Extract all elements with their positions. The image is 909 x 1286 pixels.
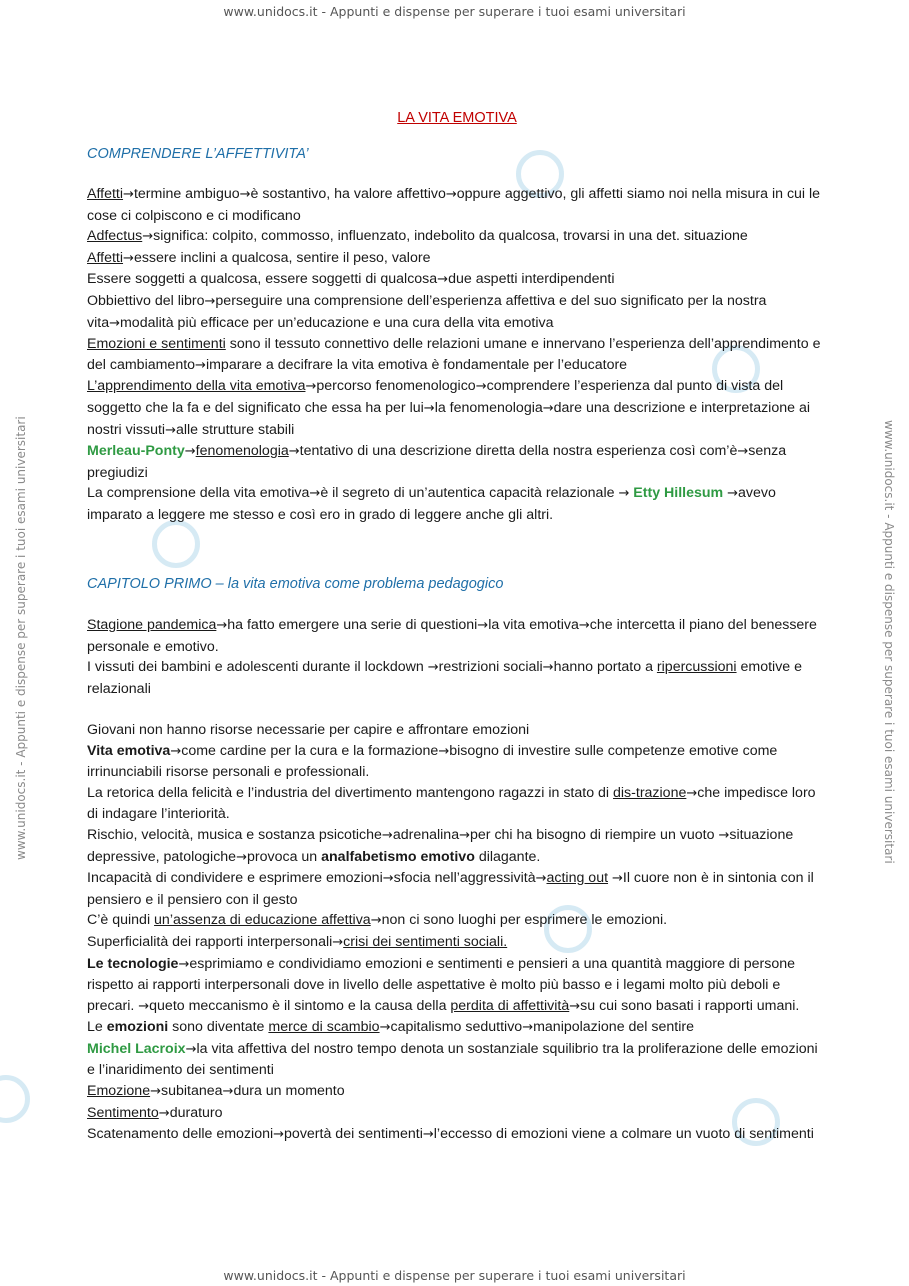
paragraph: Rischio, velocità, musica e sostanza psicotiche→adrenalina→per chi ha bisogno di riempire un vuoto →situazione depressive, patologiche→provoca un analfabetismo emotivo dilagante. [87,826,794,865]
paragraph: La retorica della felicità e l’industria del divertimento mantengono ragazzi in stato di dis-trazione→che impedisce loro di indagare l’interiorità. [87,784,816,823]
paragraph: Stagione pandemica→ha fatto emergere una serie di questioni→la vita emotiva→che intercetta il piano del benessere personale e emotivo. [87,617,817,655]
document-title: LA VITA EMOTIVA [397,110,517,126]
watermark-bottom: www.unidocs.it - Appunti e dispense per superare i tuoi esami universitari [223,1268,686,1283]
paragraph: Scatenamento delle emozioni→povertà dei sentimenti→l’eccesso di emozioni viene a colmare un vuoto di sentimenti [87,1126,814,1143]
section-capitolo-primo [87,615,827,1146]
unidocs-logo-icon [152,520,200,568]
paragraph: Emozione→subitanea→dura un momento [87,1083,345,1100]
paragraph: Affetti→essere inclini a qualcosa, sentire il peso, valore [87,249,431,266]
paragraph: Adfectus→significa: colpito, commosso, influenzato, indebolito da qualcosa, trovarsi in una det. situazione [87,228,748,245]
paragraph: Michel Lacroix→la vita affettiva del nostro tempo denota un sostanziale squilibrio tra la proliferazione delle emozioni e l’inaridimento dei sentimenti [87,1040,818,1079]
paragraph: I vissuti dei bambini e adolescenti durante il lockdown →restrizioni sociali→hanno portato a ripercussioni emotive e relazionali [87,659,803,697]
paragraph: Emozioni e sentimenti sono il tessuto connettivo delle relazioni umane e innervano l’esperienza dell’apprendimento e del cambiamento→imparare a decifrare la vita emotiva è fondamentale per l’educatore [87,336,821,373]
paragraph: Vita emotiva→come cardine per la cura e la formazione→bisogno di investire sulle competenze emotive come irrinunciabili risorse personali e professionali. [87,742,778,781]
watermark-left: www.unidocs.it - Appunti e dispense per superare i tuoi esami universitari [14,416,28,860]
watermark-right: www.unidocs.it - Appunti e dispense per superare i tuoi esami universitari [882,420,896,864]
paragraph: Superficialità dei rapporti interpersonali→crisi dei sentimenti sociali. [87,933,508,950]
paragraph: Incapacità di condividere e esprimere emozioni→sfocia nell’aggressività→acting out →Il cuore non è in sintonia con il pensiero e il pensiero con il gesto [87,870,814,908]
paragraph: Le tecnologie→esprimiamo e condividiamo emozioni e sentimenti e pensieri a una quantità maggiore di persone rispetto ai rapporti interpersonali dove in livello delle aspettative è molto più basso e i legami molto più deboli e precari. →queto meccanismo è il sintomo e la causa della perdita di affettività→su cui sono basati i rapporti umani. [87,955,800,1014]
paragraph: L’apprendimento della vita emotiva→percorso fenomenologico→comprendere l’esperienza dal punto di vista del soggetto che la fa e del significato che essa ha per lui→la fenomenologia→dare una descrizione e interpretazione ai nostri vissuti→alle strutture stabili [87,378,810,438]
paragraph: Giovani non hanno risorse necessarie per capire e affrontare emozioni [87,721,530,738]
paragraph: C’è quindi un’assenza di educazione affettiva→non ci sono luoghi per esprimere le emozioni. [87,912,668,929]
paragraph: Essere soggetti a qualcosa, essere soggetti di qualcosa→due aspetti interdipendenti [87,271,615,288]
unidocs-logo-icon [0,1075,30,1123]
paragraph: Sentimento→duraturo [87,1104,223,1121]
paragraph: Affetti→termine ambiguo→è sostantivo, ha valore affettivo→oppure aggettivo, gli affetti siamo noi nella misura in cui le cose ci colpiscono e ci modificano [87,186,821,224]
section-comprendere [87,184,827,526]
section-heading: COMPRENDERE L’AFFETTIVITA’ [87,146,309,162]
watermark-top: www.unidocs.it - Appunti e dispense per superare i tuoi esami universitari [223,4,686,19]
paragraph: Le emozioni sono diventate merce di scambio→capitalismo seduttivo→manipolazione del sentire [87,1019,694,1036]
paragraph: Merleau-Ponty→fenomenologia→tentativo di una descrizione diretta della nostra esperienza così com’è→senza pregiudizi [87,443,787,481]
paragraph: La comprensione della vita emotiva→è il segreto di un’autentica capacità relazionale → Etty Hillesum →avevo imparato a leggere me stesso e così ero in grado di leggere anche gli altri. [87,485,776,523]
section-heading: CAPITOLO PRIMO – la vita emotiva come problema pedagogico [87,576,504,592]
paragraph: Obbiettivo del libro→perseguire una comprensione dell’esperienza affettiva e del suo significato per la nostra vita→modalità più efficace per un’educazione e una cura della vita emotiva [87,292,767,331]
